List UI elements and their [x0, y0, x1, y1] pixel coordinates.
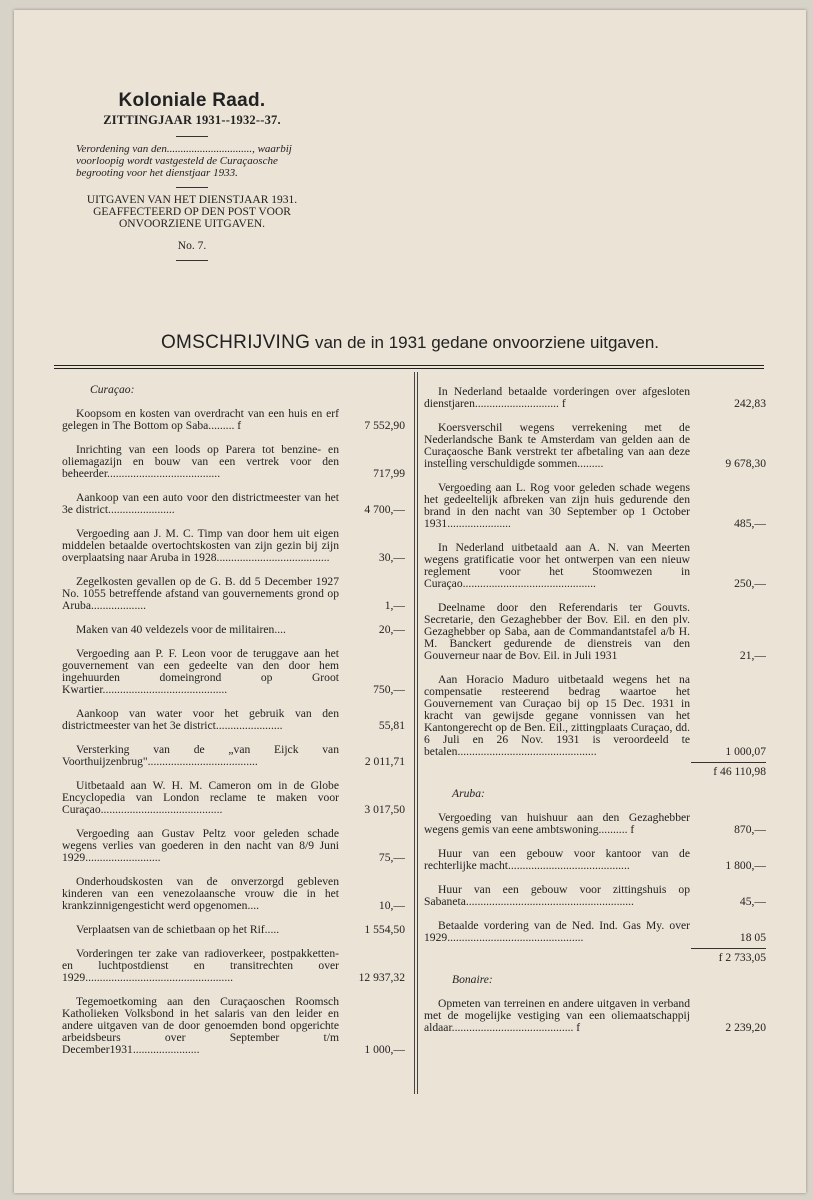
- expense-description: Deelname door den Referendaris ter Gouvts. Secretarie, den Gezaghebber der Bov. Eil. en den plv. Gezaghebber op Saba, aan de Commandantstafel a/b H. M. Banckert gedurende de dienstreis van den Gouverneur naar de Bov. Eil. in Juli 1931: [424, 601, 690, 662]
- decree-text: Verordening van den..............................., waarbij voorloopig wordt vastgesteld de Curaçaosche begrooting voor het dienstjaar 1933.: [76, 143, 292, 179]
- expense-description: Uitbetaald aan W. H. M. Cameron om in de Globe Encyclopedia van London reclame te maken voor Curaçao..........................................: [62, 779, 339, 816]
- document-header: [62, 90, 322, 267]
- expense-description: Zegelkosten gevallen op de G. B. dd 5 December 1927 No. 1055 betreffende afstand van gouvernements grond op Aruba...................: [62, 575, 339, 612]
- expense-item: [424, 998, 766, 1034]
- expense-item: [424, 542, 766, 590]
- expense-description: Vergoeding aan P. F. Leon voor de teruggave aan het gouvernement van een gedeelte van den door hem ingehuurden domeingrond op Groot Kwartier...........................................: [62, 647, 339, 696]
- expense-description: Vorderingen ter zake van radioverkeer, postpakketten- en luchtpostdienst en transitrechten over 1929...................................................: [62, 947, 339, 984]
- expense-title: UITGAVEN VAN HET DIENSTJAAR 1931. GEAFFECTEERD OP DEN POST VOOR ONVOORZIENE UITGAVEN.: [86, 194, 298, 230]
- expense-amount: 485,—: [730, 518, 766, 530]
- section-aruba: Aruba:: [452, 787, 485, 800]
- document-number: No. 7.: [177, 240, 207, 252]
- expense-item: [62, 648, 405, 696]
- expense-amount: 10,—: [375, 900, 405, 912]
- expense-item: [424, 812, 766, 836]
- expense-amount: 250,—: [730, 578, 766, 590]
- expense-amount: 1 800,—: [721, 860, 766, 872]
- expense-amount: 750,—: [369, 684, 405, 696]
- expense-item: [62, 528, 405, 564]
- expense-amount: 1 000,—: [360, 1044, 405, 1056]
- divider: [176, 260, 208, 261]
- expense-amount: 1,—: [381, 600, 405, 612]
- expense-item: [62, 924, 405, 936]
- expense-amount: 2 239,20: [721, 1022, 766, 1034]
- expense-item: [62, 996, 405, 1056]
- expense-item: [62, 576, 405, 612]
- expense-item: [424, 848, 766, 872]
- expense-description: In Nederland uitbetaald aan A. N. van Meerten wegens gratificatie voor het ontwerpen van een nieuw reglement voor het Stoomwezen in Curaçao..............................................: [424, 541, 690, 590]
- title-main-word: OMSCHRIJVING: [160, 332, 311, 353]
- total-aruba: [424, 948, 766, 964]
- expense-description: Vergoeding aan L. Rog voor geleden schade wegens het gedeeltelijk afbreken van zijn huis gedurende den brand in den nacht van 30 September op 1 October 1931......................: [424, 481, 690, 530]
- expense-item: [62, 624, 405, 636]
- expense-amount: 55,81: [375, 720, 405, 732]
- expense-item: [424, 422, 766, 470]
- expense-amount: 12 937,32: [355, 972, 405, 984]
- expense-amount: 7 552,90: [360, 420, 405, 432]
- expense-description: Betaalde vordering van de Ned. Ind. Gas My. over 1929...............................................: [424, 919, 690, 944]
- left-items: [62, 408, 405, 1056]
- expense-amount: 18 05: [736, 932, 766, 944]
- title-rest: van de in 1931 gedane onvoorziene uitgaven.: [314, 333, 660, 352]
- expense-amount: 1 554,50: [360, 924, 405, 936]
- expense-item: [62, 828, 405, 864]
- expense-description: Vergoeding aan Gustav Peltz voor geleden schade wegens verlies van goederen in den nacht van 8/9 Juni 1929..........................: [62, 827, 339, 864]
- expense-amount: 2 011,71: [361, 756, 405, 768]
- expense-amount: 717,99: [369, 468, 405, 480]
- expense-item: [424, 602, 766, 662]
- column-divider: [414, 372, 418, 1094]
- expense-description: Koopsom en kosten van overdracht van een huis en erf gelegen in The Bottom op Saba......... f: [62, 407, 339, 432]
- right-curacao-items: [424, 386, 766, 758]
- expense-amount: 21,—: [736, 650, 766, 662]
- expense-amount: 20,—: [375, 624, 405, 636]
- section-curacao: Curaçao:: [90, 383, 135, 396]
- expense-item: [62, 948, 405, 984]
- expense-description: Verplaatsen van de schietbaan op het Rif.....: [76, 923, 280, 936]
- expense-description: Vergoeding aan J. M. C. Timp van door hem uit eigen middelen betaalde overtochtskosten van zijn gezin bij zijn overplaatsing naar Aruba in 1928.......................................: [62, 527, 339, 564]
- right-bonaire-items: [424, 998, 766, 1034]
- expense-item: [424, 674, 766, 758]
- left-column: [62, 374, 405, 1056]
- expense-item: [62, 744, 405, 768]
- expense-item: [424, 884, 766, 908]
- expense-description: Onderhoudskosten van de onverzorgd gebleven kinderen van een venezolaansche vrouw die in het krankzinnigengesticht werd opgenomen....: [62, 875, 339, 912]
- expense-amount: 3 017,50: [360, 804, 405, 816]
- council-name: Koloniale Raad.: [118, 90, 266, 111]
- right-aruba-items: [424, 812, 766, 944]
- expense-description: Koersverschil wegens verrekening met de Nederlandsche Bank te Amsterdam van gelden aan de Curaçaosche Bank verstrekt ter afbetaling van aan deze instelling verschuldigde sommen.........: [424, 421, 690, 470]
- expense-amount: 242,83: [730, 398, 766, 410]
- expense-description: Aankoop van een auto voor den districtmeester van het 3e district.......................: [62, 491, 339, 516]
- expense-description: Tegemoetkoming aan den Curaçaoschen Roomsch Katholieken Volksbond in het salaris van den leider en andere uitgaven van de door genoemden bond opgerichte arbeidsbeurs over September t/m December1931.......................: [62, 995, 339, 1056]
- divider: [176, 136, 208, 137]
- expense-description: Aan Horacio Maduro uitbetaald wegens het na compensatie resteerend bedrag waartoe het Gouvernement van Curaçao bij op 15 Dec. 1931 in kracht van gewijsde gegane vonnissen van het Kantongerecht op de Ben. Eil., zittingplaats Curaçao, dd. 6 Juli en 26 Nov. 1931 is veroordeeld te betalen................................................: [424, 673, 690, 758]
- expense-amount: 9 678,30: [721, 458, 766, 470]
- total-aruba-value: f 2 733,05: [691, 948, 766, 964]
- expense-description: Aankoop van water voor het gebruik van den districtmeester van het 3e district.......................: [62, 707, 339, 732]
- expense-amount: 1 000,07: [721, 746, 766, 758]
- expense-amount: 45,—: [736, 896, 766, 908]
- expense-amount: 4 700,—: [360, 504, 405, 516]
- page-title: [54, 332, 766, 354]
- expense-item: [62, 492, 405, 516]
- expense-amount: 870,—: [730, 824, 766, 836]
- session-year: ZITTINGJAAR 1931--1932--37.: [103, 113, 281, 127]
- total-curacao-value: f 46 110,98: [691, 762, 766, 778]
- expense-item: [62, 408, 405, 432]
- expense-item: [62, 780, 405, 816]
- expense-item: [62, 444, 405, 480]
- total-curacao: [424, 762, 766, 778]
- expense-item: [424, 386, 766, 410]
- divider: [176, 187, 208, 188]
- expense-description: In Nederland betaalde vorderingen over afgesloten dienstjaren............................. f: [424, 385, 690, 410]
- title-double-rule: [54, 365, 764, 369]
- expense-amount: 30,—: [375, 552, 405, 564]
- expense-description: Huur van een gebouw voor zittingshuis op Sabaneta..........................................................: [424, 883, 690, 908]
- expense-description: Opmeten van terreinen en andere uitgaven in verband met de mogelijke vestiging van een oliemaatschappij aldaar.......................................... f: [424, 997, 690, 1034]
- section-bonaire: Bonaire:: [452, 973, 493, 986]
- expense-item: [424, 920, 766, 944]
- expense-description: Inrichting van een loods op Parera tot benzine- en oliemagazijn en bouw van een vertrek voor den beheerder.......................................: [62, 443, 339, 480]
- right-column: [424, 374, 766, 1034]
- expense-description: Versterking van de „van Eijck van Voorthuijzenbrug"......................................: [62, 743, 339, 768]
- expense-amount: 75,—: [375, 852, 405, 864]
- document-page: [14, 10, 806, 1193]
- expense-item: [62, 708, 405, 732]
- expense-item: [424, 482, 766, 530]
- expense-description: Huur van een gebouw voor kantoor van de rechterlijke macht..........................................: [424, 847, 690, 872]
- expense-item: [62, 876, 405, 912]
- expense-description: Maken van 40 veldezels voor de militairen....: [76, 623, 286, 636]
- expense-description: Vergoeding van huishuur aan den Gezaghebber wegens gemis van eene ambtswoning.......... f: [424, 811, 690, 836]
